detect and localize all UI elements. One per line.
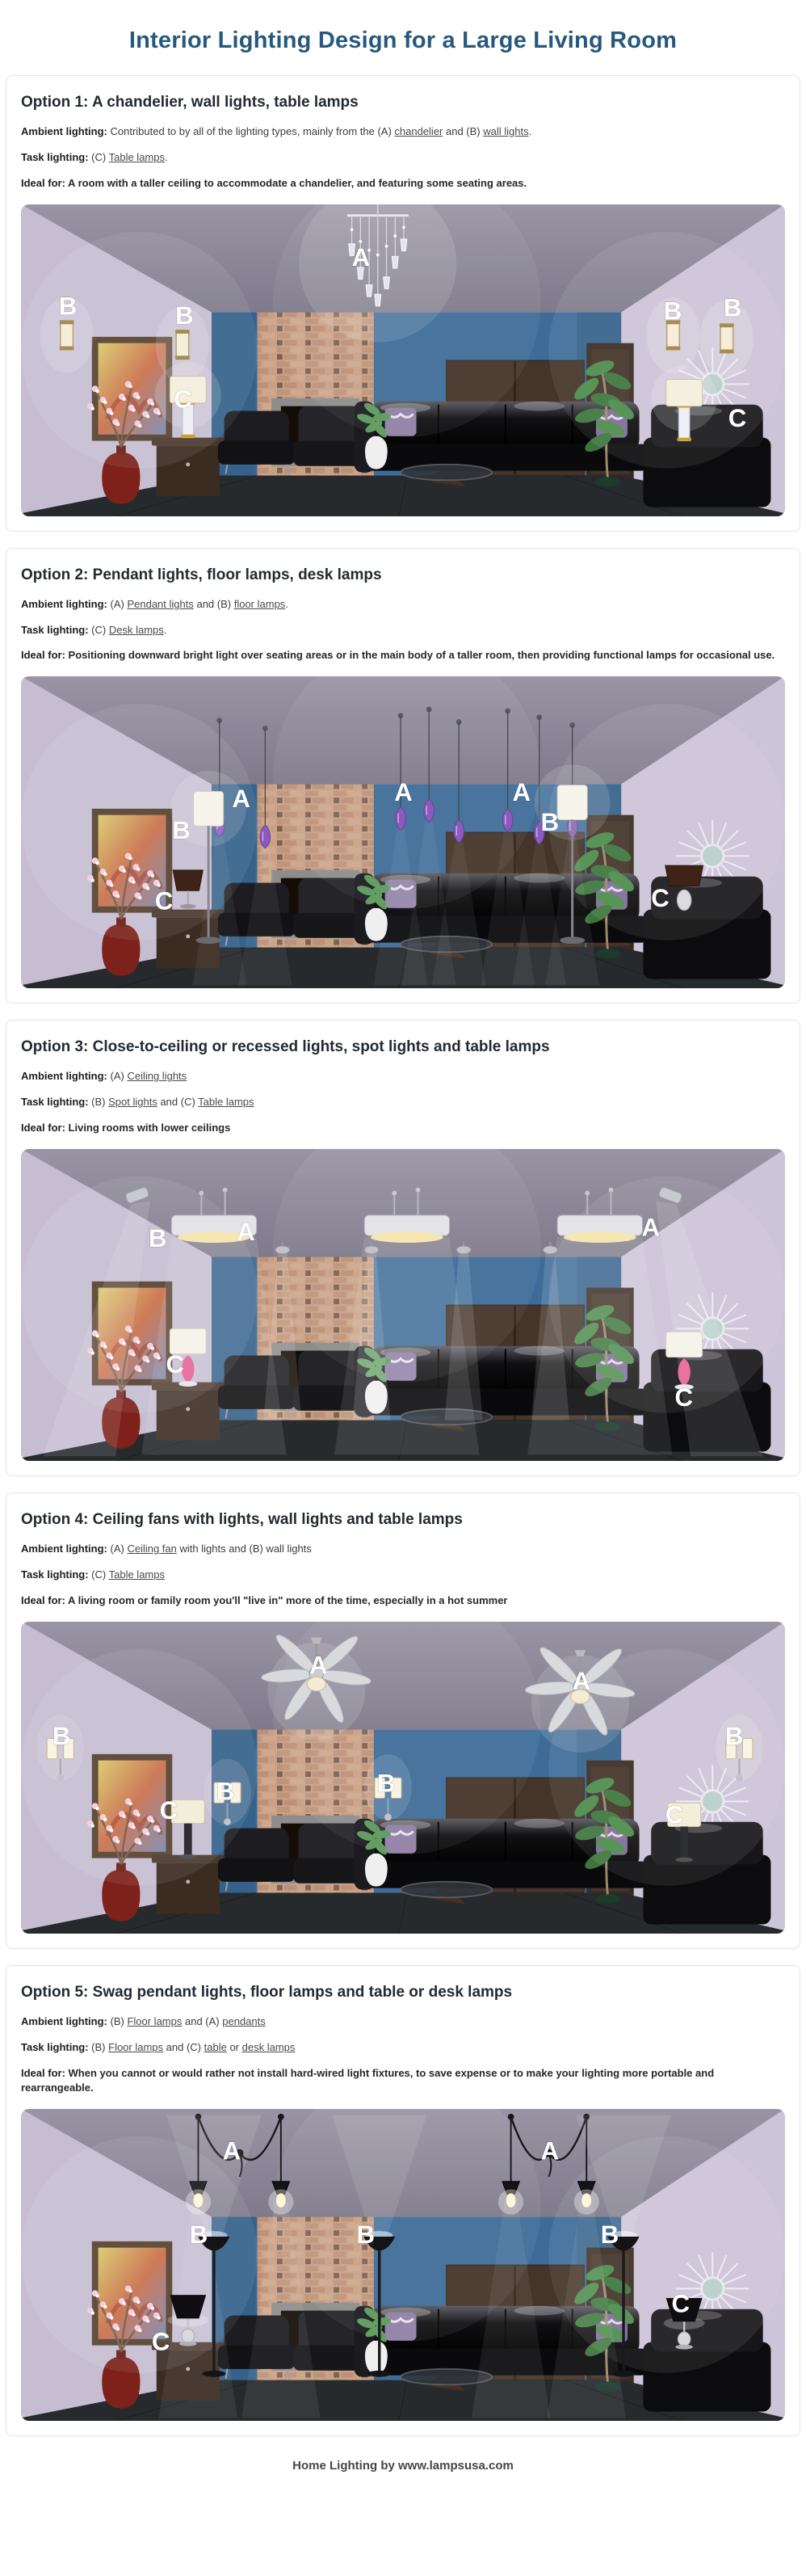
text-segment: (B) <box>91 1096 109 1109</box>
lighting-type-link[interactable]: Spot lights <box>108 1096 157 1109</box>
lighting-type-link[interactable]: table <box>204 2040 227 2053</box>
ambient-lighting-line <box>21 597 785 612</box>
option-card <box>6 1965 800 2437</box>
light-label-A: A <box>512 778 531 807</box>
light-label-B: B <box>58 292 78 321</box>
lighting-type-link[interactable]: pendants <box>222 2014 266 2027</box>
room-illustration <box>21 676 785 988</box>
ideal-for-text: When you cannot or would rather not install hard-wired light fixtures, to save expense or to make your lighting more portable and rearrangeable. <box>21 2066 715 2094</box>
room-illustration <box>21 2109 785 2421</box>
ideal-for-line <box>21 1593 785 1609</box>
text-segment: (A) <box>110 1543 128 1555</box>
ambient-lighting-line <box>21 124 785 140</box>
room-illustration <box>21 1149 785 1461</box>
ideal-for-text: A room with a taller ceiling to accommodate a chandelier, and featuring some seating areas. <box>68 176 527 189</box>
light-label-C: C <box>651 884 670 913</box>
light-label-C: C <box>159 1795 178 1825</box>
light-label-A: A <box>222 2136 241 2166</box>
option-card <box>6 75 800 532</box>
light-label-B: B <box>216 1777 235 1806</box>
ambient-lighting-label: Ambient lighting: <box>21 2014 107 2027</box>
light-label-B: B <box>723 293 742 322</box>
ideal-for-text: A living room or family room you'll "live in" more of the time, especially in a hot summer <box>68 1593 508 1606</box>
light-label-C: C <box>154 886 174 915</box>
text-segment: (A) <box>110 1070 128 1083</box>
option-heading: Option 3: Close-to-ceiling or recessed lights, spot lights and table lamps <box>21 1038 550 1056</box>
light-label-C: C <box>671 2289 691 2318</box>
lighting-type-link[interactable]: Table lamps <box>198 1096 254 1109</box>
light-label-C: C <box>728 403 747 432</box>
room-illustration <box>21 204 785 516</box>
light-label-A: A <box>351 242 371 271</box>
option-card <box>6 1492 800 1949</box>
ambient-lighting-line <box>21 2014 785 2030</box>
lighting-type-link[interactable]: Table lamps <box>108 1568 165 1581</box>
text-segment: . <box>528 125 532 137</box>
page <box>0 27 806 2473</box>
light-label-A: A <box>641 1213 661 1242</box>
light-label-B: B <box>376 1769 396 1798</box>
light-label-C: C <box>174 385 192 414</box>
ideal-for-line <box>21 648 785 663</box>
ideal-for-line <box>21 176 785 192</box>
room-figure <box>21 676 785 988</box>
light-label-B: B <box>52 1721 71 1750</box>
option-heading: Option 2: Pendant lights, floor lamps, desk lamps <box>21 566 382 583</box>
lighting-type-link[interactable]: chandelier <box>394 125 443 137</box>
light-label-B: B <box>175 301 194 330</box>
light-label-A: A <box>232 785 250 814</box>
text-segment: or <box>226 2040 242 2053</box>
light-label-A: A <box>572 1666 591 1695</box>
light-label-A: A <box>237 1218 255 1247</box>
task-lighting-label: Task lighting: <box>21 150 89 163</box>
ambient-lighting-line <box>21 1542 785 1557</box>
option-card <box>6 1020 800 1476</box>
options-list <box>0 75 806 2436</box>
task-lighting-line <box>21 150 785 166</box>
task-lighting-label: Task lighting: <box>21 1568 89 1581</box>
text-segment: Contributed to by all of the lighting types, mainly from the (A) <box>110 125 395 137</box>
ambient-lighting-line <box>21 1069 785 1084</box>
task-lighting-line <box>21 623 785 638</box>
light-label-B: B <box>189 2220 208 2250</box>
text-segment: and (A) <box>182 2014 223 2027</box>
text-segment: (C) <box>91 150 109 163</box>
ambient-lighting-label: Ambient lighting: <box>21 1543 107 1555</box>
text-segment: (C) <box>91 1568 109 1581</box>
lighting-type-link[interactable]: Table lamps <box>108 150 165 163</box>
option-heading: Option 5: Swag pendant lights, floor lamps and table or desk lamps <box>21 1983 513 2001</box>
room-figure <box>21 1149 785 1461</box>
light-label-A: A <box>394 778 413 807</box>
ideal-for-text: Living rooms with lower ceilings <box>68 1122 231 1134</box>
ideal-for-label: Ideal for: <box>21 1593 65 1606</box>
text-segment: and (B) <box>193 597 234 610</box>
ambient-lighting-label: Ambient lighting: <box>21 125 107 137</box>
room-figure <box>21 204 785 516</box>
ambient-lighting-label: Ambient lighting: <box>21 597 107 610</box>
task-lighting-label: Task lighting: <box>21 1096 89 1109</box>
option-heading: Option 4: Ceiling fans with lights, wall lights and table lamps <box>21 1511 463 1529</box>
light-label-C: C <box>166 1349 184 1378</box>
ideal-for-text: Positioning downward bright light over seating areas or in the main body of a taller room, then providing functional lamps for occasional use. <box>68 649 775 662</box>
light-label-C: C <box>665 1800 684 1829</box>
ambient-lighting-label: Ambient lighting: <box>21 1070 107 1083</box>
text-segment: and (B) <box>443 125 484 137</box>
task-lighting-label: Task lighting: <box>21 623 89 636</box>
text-segment: and (C) <box>163 2040 204 2053</box>
lighting-type-link[interactable]: Floor lamps <box>127 2014 183 2027</box>
text-segment: . <box>285 597 288 610</box>
room-figure <box>21 2109 785 2421</box>
option-heading: Option 1: A chandelier, wall lights, table lamps <box>21 94 359 111</box>
lighting-type-link[interactable]: Floor lamps <box>108 2040 164 2053</box>
text-segment: (C) <box>91 623 109 636</box>
light-label-A: A <box>540 2136 560 2166</box>
lighting-type-link[interactable]: Ceiling lights <box>127 1070 187 1083</box>
lighting-type-link[interactable]: floor lamps <box>233 597 286 610</box>
light-label-B: B <box>172 816 191 845</box>
room-figure <box>21 1622 785 1934</box>
light-label-B: B <box>663 296 682 325</box>
text-segment: and (C) <box>157 1096 199 1109</box>
lighting-type-link[interactable]: wall lights <box>483 125 529 137</box>
lighting-type-link[interactable]: desk lamps <box>241 2040 296 2053</box>
light-label-C: C <box>674 1383 693 1412</box>
text-segment: (B) <box>110 2014 128 2027</box>
light-label-B: B <box>540 808 560 837</box>
light-label-C: C <box>151 2327 170 2356</box>
light-label-B: B <box>600 2220 619 2250</box>
page-title: Interior Lighting Design for a Large Living Room <box>128 27 678 53</box>
ideal-for-label: Ideal for: <box>21 2066 65 2079</box>
ideal-for-label: Ideal for: <box>21 649 65 662</box>
lighting-type-link[interactable]: Ceiling fan <box>127 1543 177 1555</box>
text-segment: (A) <box>110 597 128 610</box>
ideal-for-line <box>21 2066 785 2097</box>
light-label-B: B <box>356 2220 375 2250</box>
task-lighting-line <box>21 1095 785 1110</box>
option-card <box>6 548 800 1004</box>
light-label-B: B <box>149 1223 167 1252</box>
text-segment: . <box>163 623 167 636</box>
lighting-type-link[interactable]: Desk lamps <box>108 623 164 636</box>
ideal-for-label: Ideal for: <box>21 176 65 189</box>
footer-credit: Home Lighting by www.lampsusa.com <box>292 2459 514 2473</box>
ideal-for-label: Ideal for: <box>21 1122 65 1134</box>
text-segment: (B) <box>91 2040 109 2053</box>
task-lighting-line <box>21 2040 785 2056</box>
light-label-B: B <box>724 1721 744 1750</box>
task-lighting-line <box>21 1568 785 1583</box>
light-label-A: A <box>309 1651 328 1680</box>
room-illustration <box>21 1622 785 1934</box>
text-segment: . <box>164 150 168 163</box>
text-segment: with lights and (B) wall lights <box>176 1543 312 1555</box>
ideal-for-line <box>21 1121 785 1136</box>
lighting-type-link[interactable]: Pendant lights <box>127 597 194 610</box>
task-lighting-label: Task lighting: <box>21 2040 89 2053</box>
